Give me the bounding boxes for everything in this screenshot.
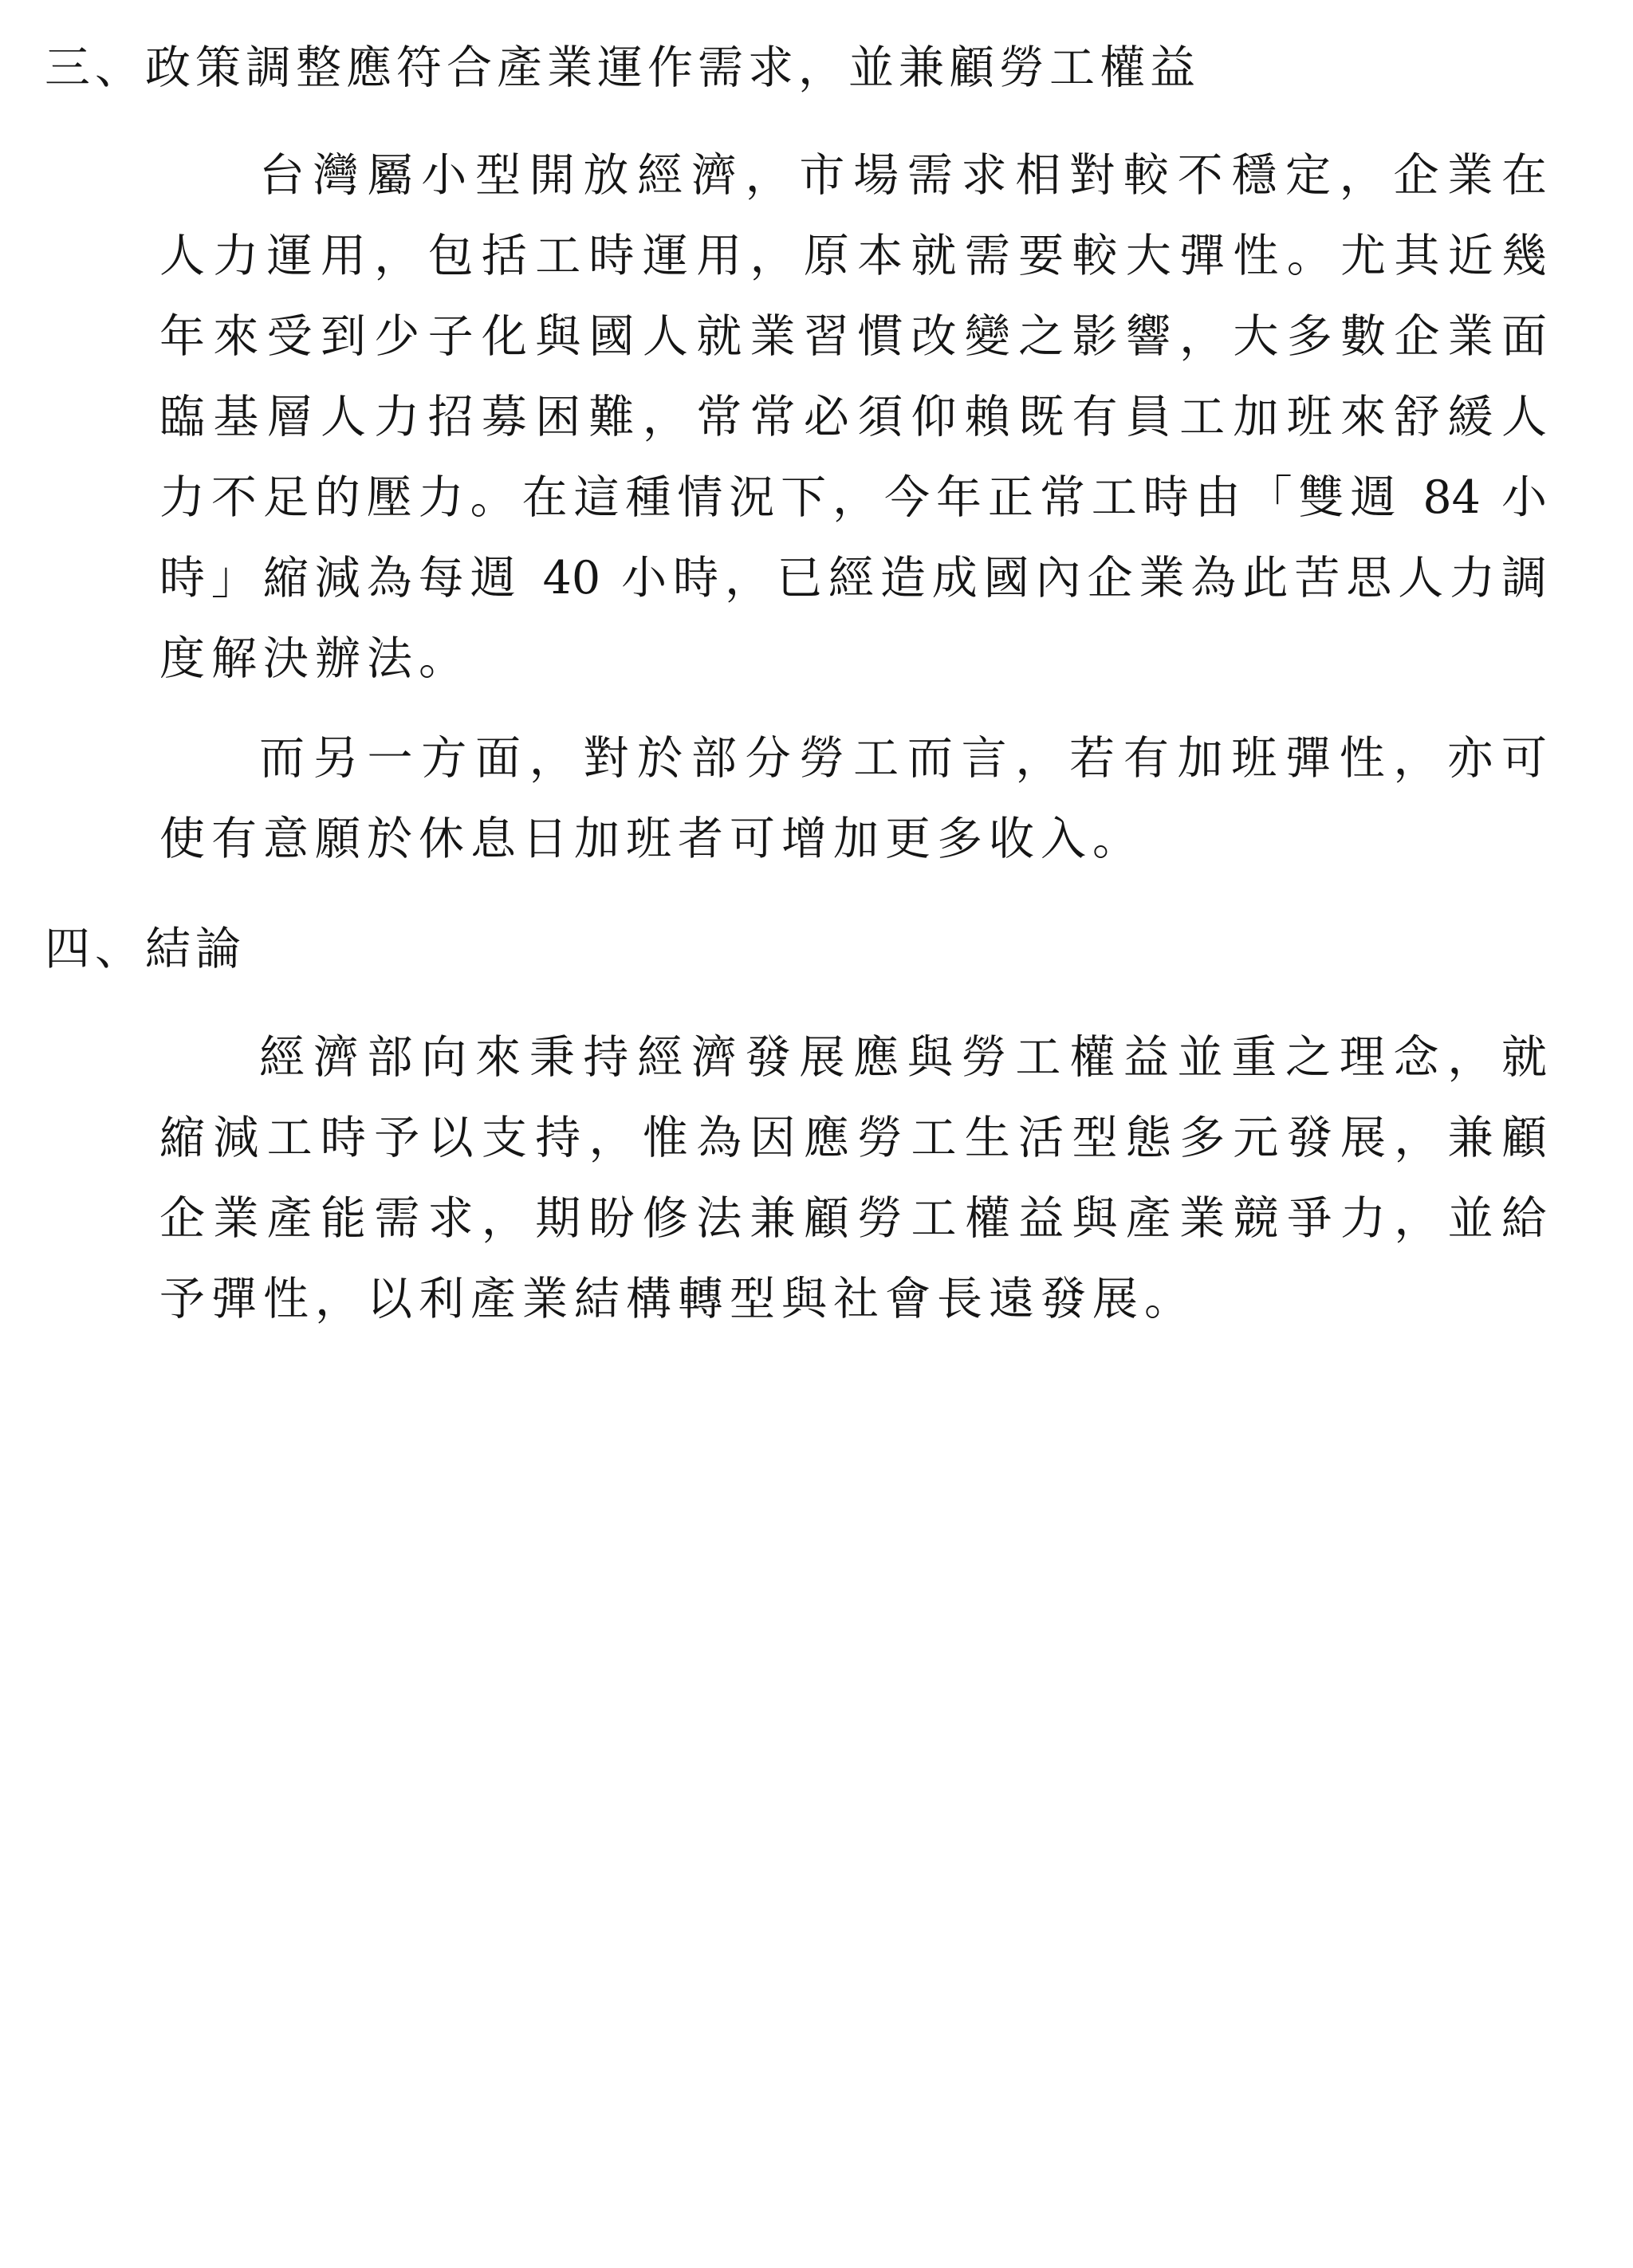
paragraph-line: 臨基層人力招募困難，常常必須仰賴既有員工加班來舒緩人 <box>159 391 1547 443</box>
paragraph-line: 台灣屬小型開放經濟，市場需求相對較不穩定，企業在 <box>259 149 1547 202</box>
paragraph-line: 經濟部向來秉持經濟發展應與勞工權益並重之理念，就 <box>259 1031 1547 1084</box>
paragraph-line: 年來受到少子化與國人就業習慣改變之影響，大多數企業面 <box>159 310 1547 363</box>
paragraph-line: 使有意願於休息日加班者可增加更多收入。 <box>159 813 1144 865</box>
section-4-paragraph-1 <box>159 1018 1547 1340</box>
paragraph-line: 予彈性，以利產業結構轉型與社會長遠發展。 <box>159 1273 1196 1325</box>
section-3-paragraph-2 <box>159 719 1547 880</box>
section-3-heading: 三、政策調整應符合產業運作需求，並兼顧勞工權益 <box>45 41 1200 94</box>
paragraph-line: 人力運用，包括工時運用，原本就需要較大彈性。尤其近幾 <box>159 230 1547 282</box>
paragraph-line: 度解決辦法。 <box>159 632 470 685</box>
paragraph-line: 而另一方面，對於部分勞工而言，若有加班彈性，亦可 <box>259 732 1547 785</box>
section-3-paragraph-1 <box>159 136 1547 699</box>
section-4-heading: 四、結論 <box>45 923 246 975</box>
paragraph-line: 企業產能需求，期盼修法兼顧勞工權益與產業競爭力，並給 <box>159 1192 1547 1245</box>
paragraph-line: 力不足的壓力。在這種情況下，今年正常工時由「雙週 84 小 <box>159 471 1547 524</box>
paragraph-line: 縮減工時予以支持，惟為因應勞工生活型態多元發展，兼顧 <box>159 1112 1547 1164</box>
paragraph-line: 時」縮減為每週 40 小時，已經造成國內企業為此苦思人力調 <box>159 552 1547 604</box>
